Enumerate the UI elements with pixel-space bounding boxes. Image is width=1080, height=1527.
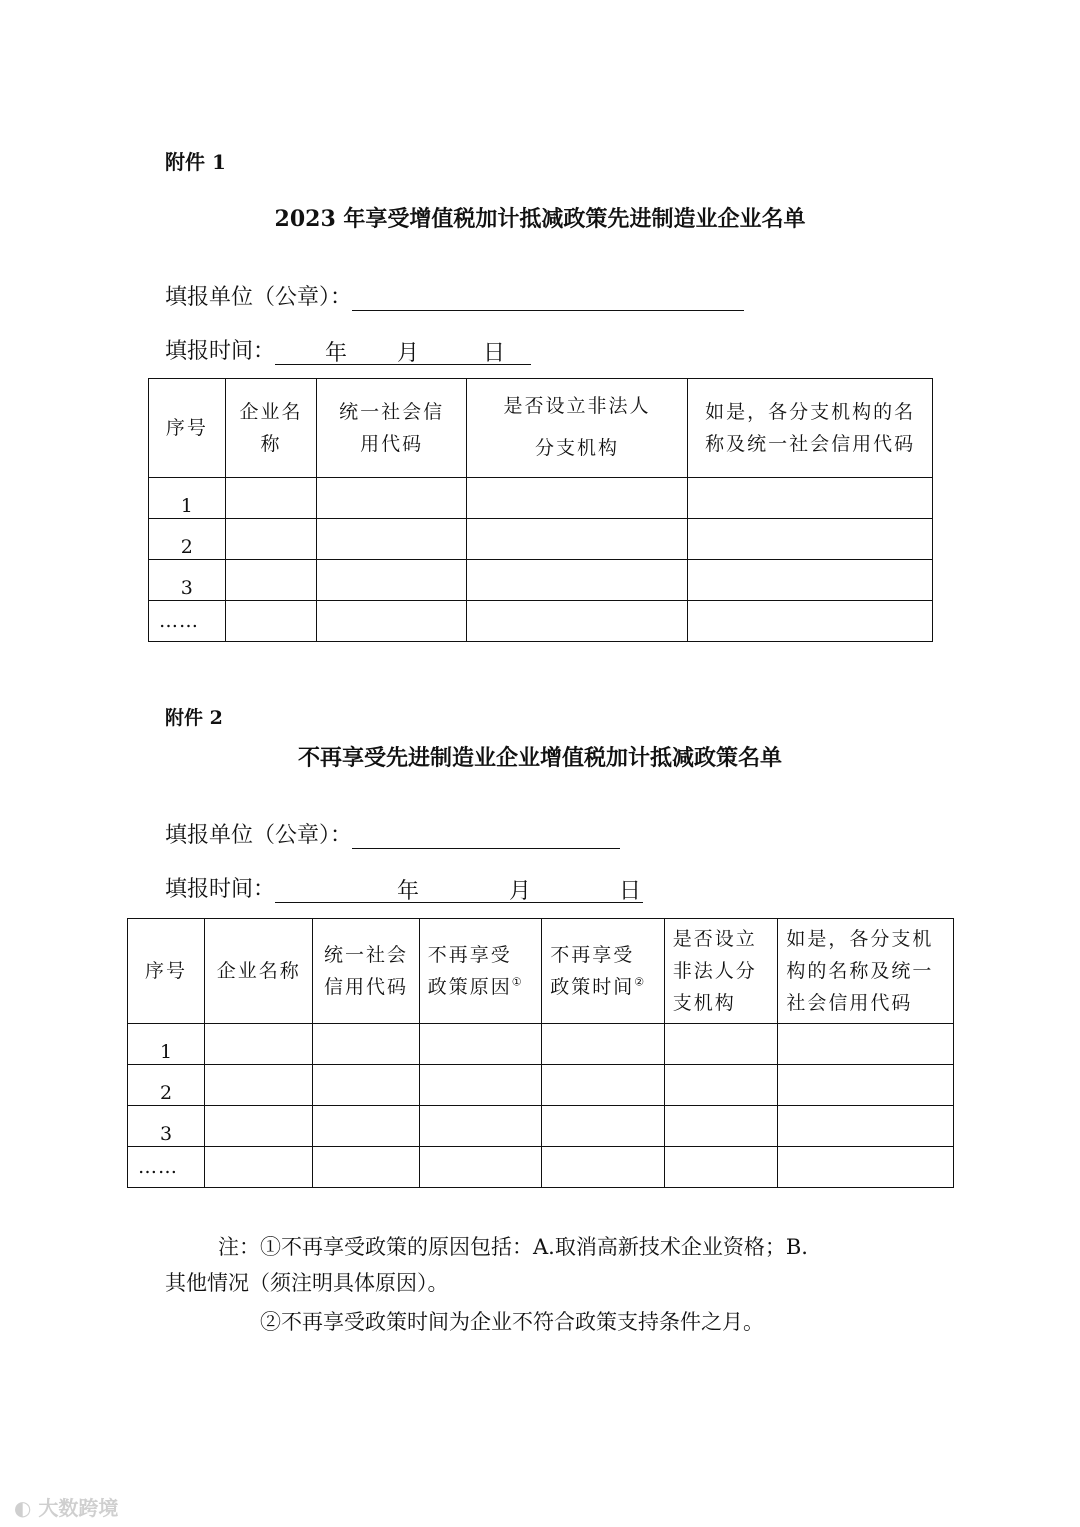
table-cell[interactable] — [313, 1024, 419, 1065]
table-cell[interactable] — [205, 1065, 313, 1106]
unit-blank-line[interactable] — [352, 286, 744, 311]
table-cell[interactable] — [225, 601, 317, 642]
header-credit-code: 统一社会信用代码 — [317, 379, 467, 478]
attachment2-label: 附件 2 — [165, 707, 223, 729]
time-label: 填报时间： — [165, 877, 276, 902]
row-ellipsis: …… — [149, 601, 226, 642]
table-cell[interactable] — [313, 1147, 419, 1188]
month-label: 月 — [397, 341, 420, 366]
table-cell[interactable] — [419, 1065, 542, 1106]
year-label: 年 — [325, 341, 348, 366]
table-cell[interactable] — [778, 1024, 954, 1065]
header-credit-code: 统一社会信用代码 — [313, 919, 419, 1024]
table-row — [128, 1065, 954, 1106]
table-cell[interactable] — [317, 519, 467, 560]
watermark-logo-icon: ◐ — [14, 1496, 32, 1520]
table-cell[interactable] — [205, 1147, 313, 1188]
header-branch: 是否设立非法人分支机构 — [664, 919, 778, 1024]
attachment2-time-field — [165, 872, 643, 903]
table-cell[interactable] — [466, 478, 687, 519]
month-label: 月 — [509, 879, 532, 904]
table-row — [149, 519, 933, 560]
header-branch-details: 如是，各分支机构的名称及统一社会信用代码 — [778, 919, 954, 1024]
table-row — [149, 478, 933, 519]
unit-label: 填报单位（公章）： — [165, 285, 353, 310]
note-line-3: ②不再享受政策时间为企业不符合政策支持条件之月。 — [260, 1310, 764, 1334]
watermark — [14, 1492, 118, 1521]
date-blank-line[interactable] — [275, 874, 643, 903]
attachment1-label: 附件 1 — [165, 150, 226, 174]
row-number: 3 — [149, 560, 226, 601]
table-cell[interactable] — [664, 1147, 778, 1188]
table-cell[interactable] — [313, 1106, 419, 1147]
table-header-row — [149, 379, 933, 478]
header-branch-details: 如是，各分支机构的名称及统一社会信用代码 — [688, 379, 933, 478]
unit-label: 填报单位（公章）： — [165, 823, 353, 848]
table-cell[interactable] — [688, 478, 933, 519]
table-cell[interactable] — [225, 560, 317, 601]
header-company-name: 企业名称 — [225, 379, 317, 478]
day-label: 日 — [619, 879, 642, 904]
table-cell[interactable] — [778, 1065, 954, 1106]
table-cell[interactable] — [542, 1065, 665, 1106]
table-cell[interactable] — [664, 1106, 778, 1147]
table-row — [128, 1147, 954, 1188]
row-ellipsis: …… — [128, 1147, 205, 1188]
table-cell[interactable] — [317, 560, 467, 601]
table-header-row — [128, 919, 954, 1024]
table-cell[interactable] — [419, 1147, 542, 1188]
table-cell[interactable] — [419, 1106, 542, 1147]
table-cell[interactable] — [466, 519, 687, 560]
attachment2-table — [127, 918, 954, 1188]
table-cell[interactable] — [664, 1024, 778, 1065]
row-number: 3 — [128, 1106, 205, 1147]
unit-blank-line[interactable] — [352, 824, 620, 849]
table-cell[interactable] — [317, 601, 467, 642]
table-cell[interactable] — [688, 519, 933, 560]
table-cell[interactable] — [778, 1106, 954, 1147]
table-cell[interactable] — [419, 1024, 542, 1065]
row-number: 2 — [128, 1065, 205, 1106]
table-row — [149, 601, 933, 642]
table-cell[interactable] — [466, 601, 687, 642]
attachment1-unit-field — [165, 280, 744, 311]
table-row — [128, 1024, 954, 1065]
table-cell[interactable] — [466, 560, 687, 601]
table-row — [128, 1106, 954, 1147]
table-cell[interactable] — [225, 519, 317, 560]
header-branch: 是否设立非法人分支机构 — [466, 379, 687, 478]
day-label: 日 — [483, 341, 506, 366]
attachment1-table — [148, 378, 933, 642]
header-seq: 序号 — [128, 919, 205, 1024]
watermark-text: 大数跨境 — [38, 1496, 119, 1520]
year-label: 年 — [397, 879, 420, 904]
row-number: 1 — [149, 478, 226, 519]
table-cell[interactable] — [313, 1065, 419, 1106]
table-cell[interactable] — [664, 1065, 778, 1106]
table-row — [149, 560, 933, 601]
footnote-mark-2: ② — [634, 975, 647, 989]
attachment2-unit-field — [165, 818, 620, 849]
attachment1-time-field — [165, 334, 531, 365]
header-seq: 序号 — [149, 379, 226, 478]
table-cell[interactable] — [205, 1106, 313, 1147]
time-label: 填报时间： — [165, 339, 276, 364]
table-cell[interactable] — [225, 478, 317, 519]
header-company-name: 企业名称 — [205, 919, 313, 1024]
table-cell[interactable] — [688, 560, 933, 601]
row-number: 2 — [149, 519, 226, 560]
note-line-1: 注：①不再享受政策的原因包括：A.取消高新技术企业资格；B. — [218, 1235, 808, 1259]
header-stop-time: 不再享受政策时间② — [542, 919, 665, 1024]
table-cell[interactable] — [542, 1147, 665, 1188]
attachment2-title: 不再享受先进制造业企业增值税加计抵减政策名单 — [297, 745, 782, 771]
footnote-mark-1: ① — [511, 975, 524, 989]
header-stop-reason: 不再享受政策原因① — [419, 919, 542, 1024]
date-blank-line[interactable] — [275, 336, 531, 365]
table-cell[interactable] — [205, 1024, 313, 1065]
note-line-2: 其他情况（须注明具体原因）。 — [165, 1271, 449, 1295]
table-cell[interactable] — [317, 478, 467, 519]
attachment1-title: 2023 年享受增值税加计抵减政策先进制造业企业名单 — [274, 206, 806, 232]
table-cell[interactable] — [542, 1106, 665, 1147]
table-cell[interactable] — [542, 1024, 665, 1065]
table-cell[interactable] — [688, 601, 933, 642]
table-cell[interactable] — [778, 1147, 954, 1188]
row-number: 1 — [128, 1024, 205, 1065]
